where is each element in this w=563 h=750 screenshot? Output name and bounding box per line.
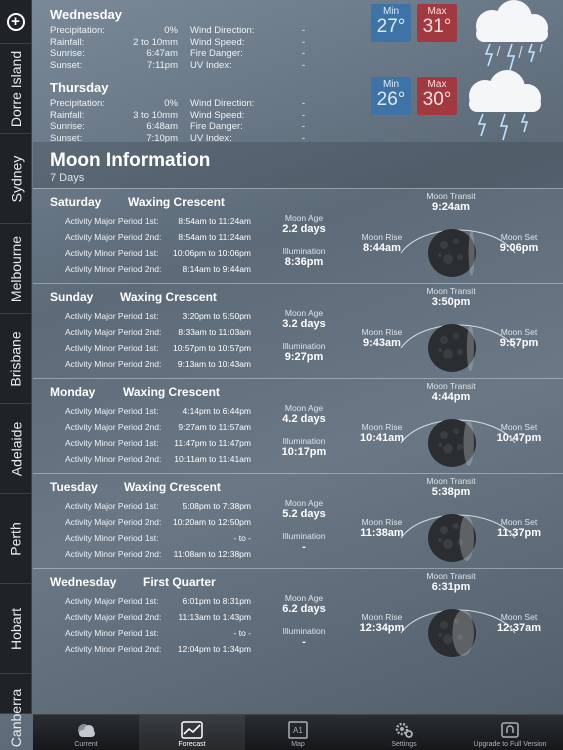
sidebar-item-label: Hobart (8, 607, 24, 650)
forecast-row: Rainfall: 3 to 10mm Wind Speed: - (50, 109, 305, 121)
activity-period-label: Activity Major Period 1st: (65, 596, 159, 606)
moon-day-name: Tuesday (50, 480, 98, 494)
activity-period-value: 12:04pm to 1:34pm (177, 644, 251, 654)
activity-period-label: Activity Major Period 2nd: (65, 517, 162, 527)
activity-period-label: Activity Minor Period 1st: (65, 248, 159, 258)
upgrade-icon (499, 720, 521, 740)
activity-period-row (65, 343, 251, 353)
sidebar-item-label: Canberra (8, 688, 24, 748)
activity-period-label: Activity Major Period 2nd: (65, 612, 162, 622)
activity-period-row (65, 438, 251, 448)
forecast-day-2 (50, 80, 350, 144)
activity-period-label: Activity Major Period 1st: (65, 501, 159, 511)
sidebar-item-label: Sydney (8, 155, 25, 202)
forecast-row: Sunset: 7:11pm UV Index: - (50, 59, 305, 71)
sidebar-item-brisbane[interactable] (0, 314, 32, 404)
forecast-day-name: Wednesday (50, 7, 123, 22)
thunderstorm-icon (462, 0, 557, 72)
activity-period-value: 10:57pm to 10:57pm (173, 343, 251, 353)
svg-text:A1: A1 (293, 726, 303, 735)
forecast-day-1 (50, 7, 350, 71)
max-temp-badge: Max 30° (417, 77, 457, 115)
activity-period-label: Activity Major Period 2nd: (65, 422, 162, 432)
cloud-sun-icon (75, 720, 97, 740)
activity-period-label: Activity Minor Period 2nd: (65, 359, 162, 369)
moon-phase: First Quarter (143, 575, 216, 589)
activity-period-row (65, 248, 251, 258)
moon-age (269, 213, 339, 235)
moon-age-label: Moon Age (284, 498, 324, 508)
moon-age-label: Moon Age (284, 593, 324, 603)
activity-period-label: Activity Major Period 2nd: (65, 327, 162, 337)
illumination-label: Illumination (282, 436, 326, 446)
activity-period-label: Activity Minor Period 1st: (65, 438, 159, 448)
sidebar-item-perth[interactable] (0, 494, 32, 584)
moon-transit-value: 9:24am (432, 201, 470, 213)
map-icon (287, 720, 309, 740)
activity-period-value: 8:33am to 11:03am (178, 327, 251, 337)
activity-period-label: Activity Major Period 1st: (65, 216, 159, 226)
activity-period-row (65, 406, 251, 416)
sidebar-item-hobart[interactable] (0, 584, 32, 674)
moon-transit-label: Moon Transit (426, 286, 476, 296)
illumination-label: Illumination (282, 531, 326, 541)
activity-period-value: 10:11am to 11:41am (174, 454, 251, 464)
moon-age (269, 403, 339, 425)
activity-period-row (65, 359, 251, 369)
tab-upgrade[interactable]: Upgrade to Full Version (457, 715, 563, 750)
moon-set-value: 12:37am (496, 622, 542, 634)
moon-day-name: Wednesday (50, 575, 117, 589)
sidebar-item-label: Adelaide (8, 421, 24, 476)
illumination-value: 8:36pm (284, 256, 324, 268)
moon-age (269, 593, 339, 615)
moon-age (269, 498, 339, 520)
moon-set-label: Moon Set (500, 422, 538, 432)
moon-transit-label: Moon Transit (426, 476, 476, 486)
moon-phase: Waxing Crescent (120, 290, 217, 304)
moon-phase-icon (426, 512, 478, 564)
illumination-value: 9:27pm (284, 351, 324, 363)
activity-period-value: 11:08am to 12:38pm (173, 549, 251, 559)
activity-period-label: Activity Minor Period 2nd: (65, 264, 162, 274)
activity-period-value: 10:20am to 12:50pm (173, 517, 251, 527)
activity-period-row (65, 454, 251, 464)
activity-period-value: 10:06pm to 10:06pm (173, 248, 251, 258)
sidebar-item-label: Melbourne (8, 235, 24, 302)
activity-period-row (65, 549, 251, 559)
activity-period-value: 6:01pm to 8:31pm (182, 596, 251, 606)
moon-transit-label: Moon Transit (426, 571, 476, 581)
illumination (269, 341, 339, 363)
moon-transit (411, 286, 491, 308)
min-temp-badge: Min 27° (371, 4, 411, 42)
thunderstorm-icon (455, 70, 550, 142)
moon-transit (411, 191, 491, 213)
activity-period-value: 11:47pm to 11:47pm (174, 438, 251, 448)
illumination (269, 436, 339, 458)
illumination (269, 531, 339, 553)
moon-transit (411, 476, 491, 498)
sidebar-item-melbourne[interactable] (0, 224, 32, 314)
sidebar-item-canberra[interactable] (0, 674, 32, 748)
moon-set-label: Moon Set (500, 327, 538, 337)
moon-rise-label: Moon Rise (361, 232, 403, 242)
max-temp-badge: Max 31° (417, 4, 457, 42)
activity-period-value: 5:08pm to 7:38pm (182, 501, 251, 511)
moon-phase-icon (426, 227, 478, 279)
bottom-tab-bar (33, 714, 563, 750)
activity-period-row (65, 311, 251, 321)
forecast-row: Sunrise: 6:48am Fire Danger: - (50, 121, 305, 132)
activity-period-label: Activity Minor Period 2nd: (65, 454, 162, 464)
activity-period-value: - to - (233, 628, 251, 638)
moon-transit-value: 6:31pm (431, 581, 471, 593)
chart-line-icon (181, 720, 203, 740)
activity-period-label: Activity Minor Period 1st: (65, 628, 159, 638)
illumination-value: 10:17pm (281, 446, 327, 458)
moon-age-label: Moon Age (284, 403, 324, 413)
moon-rise-value: 12:34pm (359, 622, 405, 634)
moon-rise-label: Moon Rise (361, 327, 403, 337)
moon-transit (411, 571, 491, 593)
moon-phase-icon (426, 417, 478, 469)
activity-period-value: 8:14am to 9:44am (182, 264, 251, 274)
activity-period-row (65, 596, 251, 606)
moon-rise-label: Moon Rise (361, 422, 403, 432)
sidebar-item-label: Dorre Island (8, 50, 25, 127)
tab-map[interactable]: A1 Map (245, 715, 351, 750)
tab-settings[interactable]: Settings (351, 715, 457, 750)
moon-set-label: Moon Set (500, 612, 538, 622)
activity-period-value: 9:27am to 11:57am (178, 422, 251, 432)
moon-transit-label: Moon Transit (426, 191, 476, 201)
forecast-day-name: Thursday (50, 80, 109, 95)
illumination-label: Illumination (282, 626, 326, 636)
activity-period-value: 11:13am to 1:43pm (178, 612, 251, 622)
activity-period-label: Activity Major Period 1st: (65, 311, 159, 321)
activity-period-row (65, 517, 251, 527)
tab-current[interactable]: Current (33, 715, 139, 750)
moon-transit-label: Moon Transit (426, 381, 476, 391)
illumination-label: Illumination (282, 246, 326, 256)
moon-day-row (33, 569, 563, 664)
activity-period-label: Activity Major Period 2nd: (65, 232, 162, 242)
moon-transit-value: 5:38pm (431, 486, 471, 498)
moon-phase-icon (426, 322, 478, 374)
moon-age-label: Moon Age (284, 308, 324, 318)
activity-period-value: 4:14pm to 6:44pm (182, 406, 251, 416)
activity-period-label: Activity Minor Period 2nd: (65, 644, 162, 654)
activity-period-row (65, 216, 251, 226)
plus-icon: + (7, 13, 25, 31)
activity-period-row (65, 232, 251, 242)
illumination-value: - (302, 636, 306, 648)
moon-age-value: 6.2 days (282, 603, 326, 615)
forecast-row: Sunrise: 6:47am Fire Danger: - (50, 48, 305, 59)
moon-rise-value: 10:41am (359, 432, 405, 444)
moon-age-value: 5.2 days (282, 508, 326, 520)
illumination-label: Illumination (282, 341, 326, 351)
moon-set-value: 9:06pm (499, 242, 539, 254)
activity-period-row (65, 264, 251, 274)
sidebar-item-sydney[interactable] (0, 134, 32, 224)
activity-period-row (65, 533, 251, 543)
moon-day-name: Sunday (50, 290, 94, 304)
sidebar-item-label: Brisbane (8, 330, 25, 387)
activity-period-row (65, 628, 251, 638)
moon-rise-label: Moon Rise (361, 517, 403, 527)
illumination (269, 246, 339, 268)
activity-period-row (65, 327, 251, 337)
moon-rise-value: 11:38am (360, 527, 404, 539)
illumination (269, 626, 339, 648)
moon-day-name: Monday (50, 385, 96, 399)
moon-set-value: 10:47pm (496, 432, 542, 444)
moon-phase-icon (426, 607, 478, 659)
forecast-row: Rainfall: 2 to 10mm Wind Speed: - (50, 36, 305, 48)
tab-forecast[interactable]: Forecast (139, 715, 245, 750)
activity-period-value: 8:54am to 11:24am (178, 216, 251, 226)
sidebar-item-dorre-island[interactable] (0, 44, 32, 134)
activity-period-value: 8:54am to 11:24am (178, 232, 251, 242)
moon-transit-value: 4:44pm (431, 391, 471, 403)
city-sidebar (0, 0, 32, 748)
moon-info-title: Moon Information (50, 150, 211, 171)
forecast-row: Sunset: 7:10pm UV Index: - (50, 132, 305, 144)
gear-icon (393, 720, 415, 740)
moon-age-value: 4.2 days (282, 413, 326, 425)
moon-age-value: 2.2 days (282, 223, 326, 235)
moon-set-value: 9:57pm (499, 337, 539, 349)
moon-info-subtitle: 7 Days (50, 172, 85, 184)
activity-period-row (65, 612, 251, 622)
moon-day-row (33, 284, 563, 379)
moon-phase: Waxing Crescent (128, 195, 225, 209)
moon-set-label: Moon Set (500, 232, 538, 242)
sidebar-item-adelaide[interactable] (0, 404, 32, 494)
moon-age (269, 308, 339, 330)
moon-rise-value: 8:44am (363, 242, 401, 254)
moon-phase: Waxing Crescent (124, 480, 221, 494)
forecast-row: Precipitation: 0% Wind Direction: - (50, 98, 305, 109)
forecast-row: Precipitation: 0% Wind Direction: - (50, 25, 305, 36)
moon-set-value: 11:37pm (496, 527, 542, 539)
moon-transit-value: 3:50pm (431, 296, 471, 308)
activity-period-value: - to - (233, 533, 251, 543)
min-temp-badge: Min 26° (371, 77, 411, 115)
moon-day-row (33, 474, 563, 569)
moon-age-value: 3.2 days (282, 318, 326, 330)
activity-period-value: 3:20pm to 5:50pm (182, 311, 251, 321)
moon-phase: Waxing Crescent (123, 385, 220, 399)
illumination-value: - (302, 541, 306, 553)
activity-period-label: Activity Minor Period 1st: (65, 533, 159, 543)
moon-info-header (33, 142, 563, 188)
moon-rise-label: Moon Rise (361, 612, 403, 622)
moon-rise-value: 9:43am (363, 337, 401, 349)
moon-day-row (33, 189, 563, 284)
activity-period-row (65, 644, 251, 654)
moon-day-row (33, 379, 563, 474)
sidebar-item-label: Perth (8, 521, 24, 556)
moon-set-label: Moon Set (500, 517, 538, 527)
moon-day-name: Saturday (50, 195, 102, 209)
activity-period-label: Activity Minor Period 2nd: (65, 549, 162, 559)
activity-period-value: 9:13am to 10:43am (177, 359, 251, 369)
activity-period-label: Activity Minor Period 1st: (65, 343, 159, 353)
moon-transit (411, 381, 491, 403)
activity-period-row (65, 501, 251, 511)
add-city-button[interactable] (0, 0, 31, 44)
activity-period-row (65, 422, 251, 432)
activity-period-label: Activity Major Period 1st: (65, 406, 159, 416)
moon-age-label: Moon Age (284, 213, 324, 223)
